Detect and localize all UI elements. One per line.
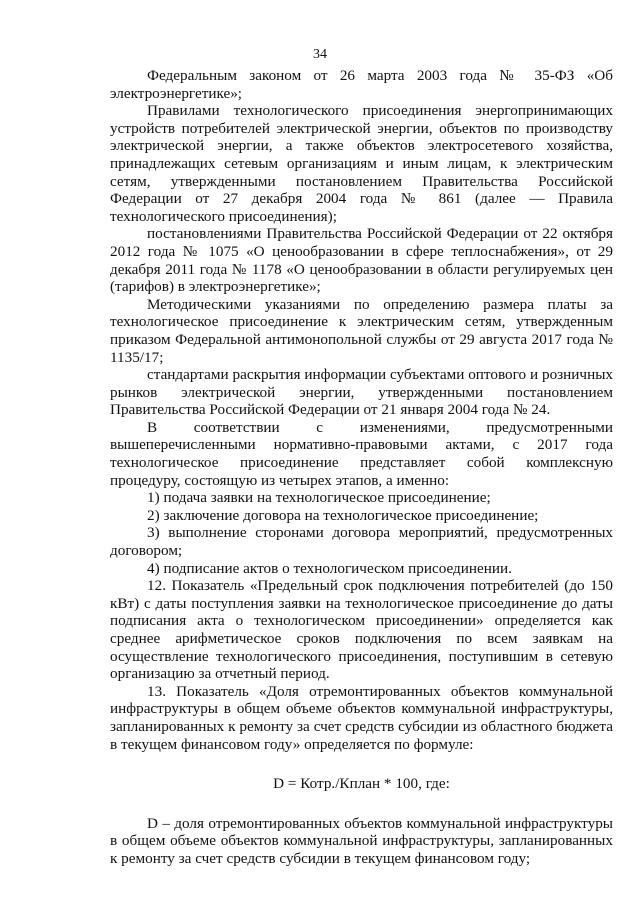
paragraph-indicator-12: 12. Показатель «Предельный срок подключения потребителей (до 150 кВт) с даты поступления заявки на технологическое присоединение до даты подписания акта о технологическом присоединении» определяется как среднее арифметическое сроков подключения по всем заявкам на осуществление технологического присоединения, поступившим в сетевую организацию за отчетный период.: [110, 577, 613, 683]
list-item-stage-2: 2) заключение договора на технологическое присоединение;: [147, 506, 539, 524]
paragraph-resolutions: постановлениями Правительства Российской Федерации от 22 октября 2012 года № 1075 «О ценообразовании в сфере теплоснабжения», от 29 декабря 2011 года № 1178 «О ценообразовании в области регулируемых цен (тарифов) в электроэнергетике»;: [110, 225, 613, 296]
document-body: [110, 67, 613, 868]
formula: D = Котр./Кплан * 100, где:: [273, 775, 450, 793]
list-item-stage-1: 1) подача заявки на технологическое присоединение;: [147, 489, 491, 507]
paragraph-definition-d: D – доля отремонтированных объектов коммунальной инфраструктуры в общем объеме объектов коммунальной инфраструктуры, запланированных к ремонту за счет средств субсидии в текущем финансовом году;: [110, 814, 613, 867]
paragraph-stages-intro: В соответствии с изменениями, предусмотренными вышеперечисленными нормативно-правовыми актами, с 2017 года технологическое присоединение представляет собой комплексную процедуру, состоящую из четырех этапов, а именно:: [110, 418, 613, 489]
page-number: 34: [313, 47, 327, 62]
paragraph-federal-law: Федеральным законом от 26 марта 2003 года № 35-ФЗ «Об электроэнергетике»;: [110, 67, 613, 102]
list-item-stage-3: 3) выполнение сторонами договора мероприятий, предусмотренных договором;: [110, 524, 613, 560]
paragraph-rules: Правилами технологического присоединения энергопринимающих устройств потребителей электрической энергии, объектов по производству электрической энергии, а также объектов электросетевого хозяйства, принадлежащих сетевым организациям и иным лицам, к электрическим сетям, утвержденными постановлением Правительства Российской Федерации от 27 декабря 2004 года № 861 (далее — Правила технологического присоединения);: [110, 102, 613, 225]
paragraph-standards: стандартами раскрытия информации субъектами оптового и розничных рынков электрической энергии, утвержденными постановлением Правительства Российской Федерации от 21 января 2004 года № 24.: [110, 366, 613, 419]
paragraph-guidelines: Методическими указаниями по определению размера платы за технологическое присоединение к электрическим сетям, утвержденным приказом Федеральной антимонопольной службы от 29 августа 2017 года № 1135/17;: [110, 295, 613, 366]
paragraph-indicator-13: 13. Показатель «Доля отремонтированных объектов коммунальной инфраструктуры в общем объеме объектов коммунальной инфраструктуры, запланированных к ремонту за счет средств субсидии из областного бюджета в текущем финансовом году» определяется по формуле:: [110, 682, 613, 753]
list-item-stage-4: 4) подписание актов о технологическом присоединении.: [147, 559, 512, 577]
